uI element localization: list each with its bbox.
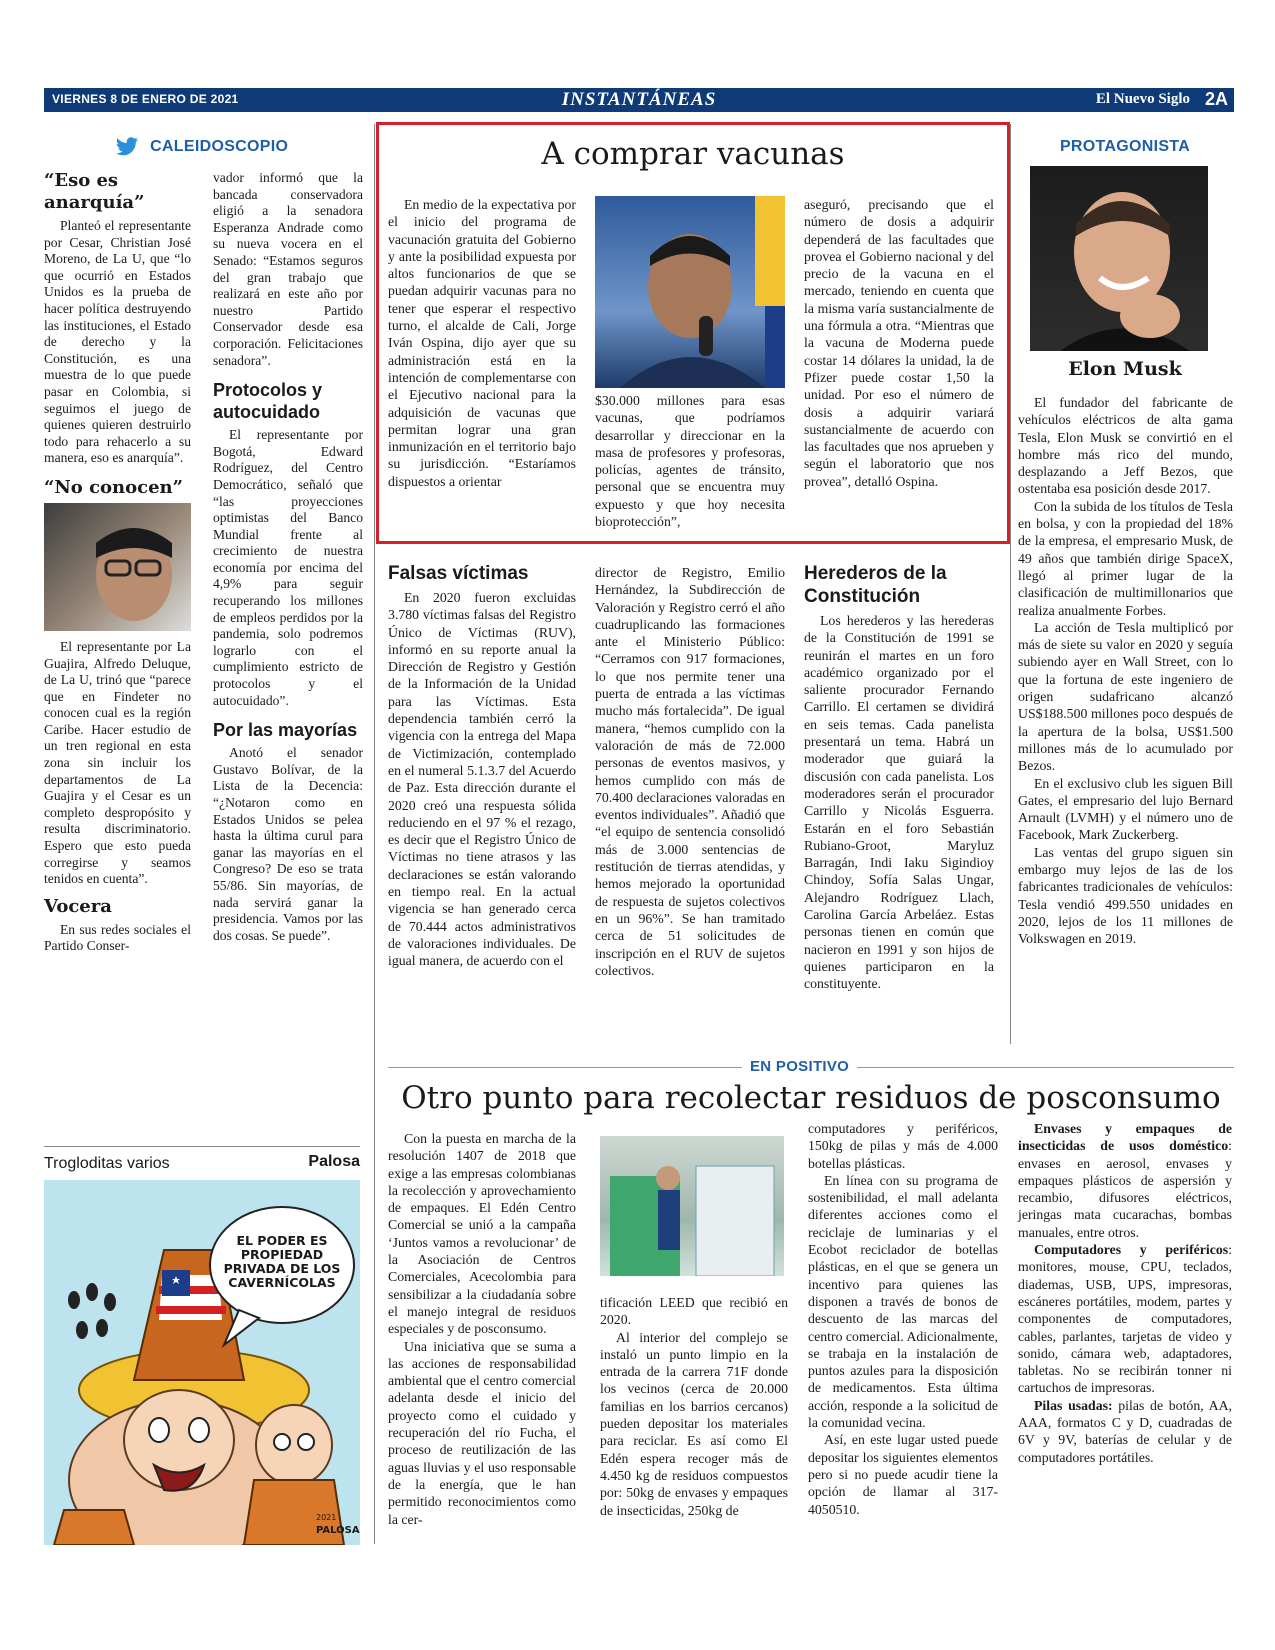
elon-musk-photo bbox=[1030, 166, 1208, 351]
paragraph: El representante por Bogotá, Edward Rodríguez, del Centro Democrático, señaló que “las proyecciones optimistas del Banco Mundial frente al crecimiento de nuestra economía por encima del 4,9% para seguir recuperando los millones de empleos perdidos por la pandemia, solo podremos lograrlo con el cumplimiento estricto de protocolos y el autocuidado”. bbox=[213, 427, 363, 708]
positivo-col1 bbox=[388, 1130, 576, 1528]
cartoon-header bbox=[44, 1146, 360, 1173]
paragraph: Los herederos y las herederas de la Constitución de 1991 se reunirán el martes en un foro académico organizado por el saliente procurador Fernando Carrillo. El certamen se dividirá en seis temas. Cada panelista presentará un tema. Habrá un moderador que guiará la discusión con cada panelista. Los moderadores serán el procurador Carrillo y Nicolás Esguerra. Estarán en el foro Sebastián Rubiano-Groot, Maryluz Barragán, Indi Iaku Sigindioy Chindoy, Sofía Salas Ungar, Alejandro Rodríguez Llach, Carolina García Arbeláez. Estas personas tienen en común que nacieron en 1991 y son hijos de quienes participaron en la constituyente. bbox=[804, 613, 994, 992]
divider bbox=[44, 1146, 360, 1147]
paragraph: En el exclusivo club les siguen Bill Gates, el empresario del lujo Bernard Arnault (LVMH) y el número uno de Facebook, Mark Zuckerberg. bbox=[1018, 775, 1233, 843]
paragraph: Anotó el senador Gustavo Bolívar, de la Lista de la Decencia: “¿Notaron como en Estados Unidos se pelea hasta la última curul para ganar las mayorías en el Congreso? De eso se trata 55/86. Sin mayorías, de nada servirá ganar la presidencia. Vamos por las dos cosas. Se puede”. bbox=[213, 745, 363, 943]
paragraph: El fundador del fabricante de vehículos eléctricos de alta gama Tesla, Elon Musk se convirtió en el hombre más rico del mundo, desplazando a Jeff Bezos, que ostentaba esa posición desde 2017. bbox=[1018, 395, 1233, 497]
vacunas-col2 bbox=[595, 392, 785, 530]
protagonista-body bbox=[1018, 394, 1233, 948]
en-positivo-kicker bbox=[742, 1056, 857, 1075]
column-divider bbox=[374, 124, 375, 1544]
cartoon-author: Palosa bbox=[308, 1153, 360, 1170]
headline-eso-es-anarquia: “Eso es anarquía” bbox=[44, 170, 145, 213]
paragraph: Con la puesta en marcha de la resolución 1407 de 2018 que exige a las empresas colombianas la recolección y aprovechamiento de empaques. El Edén Centro Comercial se unió a la campaña ‘Juntos vamos a revolucionar’ de la Asociación de Centros Comerciales, Acecolombia para sensibilizar a la ciudadanía sobre el manejo integral de residuos especiales y de posconsumo. bbox=[388, 1131, 576, 1337]
headline-protocolos: Protocolos y autocuidado bbox=[213, 380, 323, 423]
list-heading: Computadores y periféricos bbox=[1034, 1242, 1229, 1258]
portrait-placeholder bbox=[1030, 166, 1208, 351]
twitter-bird-icon bbox=[115, 137, 139, 157]
headline-no-conocen: “No conocen” bbox=[44, 476, 183, 498]
headline-vocera: Vocera bbox=[44, 895, 112, 917]
issue-date: VIERNES 8 DE ENERO DE 2021 bbox=[52, 92, 239, 106]
paragraph: director de Registro, Emilio Hernández, la Subdirección de Valoración y Registro cerró el año cuadruplicando las formaciones ante el Ministerio Público: “Cerramos con 917 formaciones, lo que nos permite tener una puerta de entrada a las víctimas mucho más fortalecida”. De igual manera, “hemos cumplido con la valoración de más de 72.000 personas de eventos masivos, y hemos cumplido con más de 70.400 declaraciones valoradas en eventos individuales”. Añadió que “el equipo de sentencia consolidó más de 3.000 sentencias de restitución de tierras atendidas, y hemos mejorado la oportunidad de respuesta de sujetos colectivos en un 96%”. Se han tramitado cerca de 51 solicitudes de inscripción en el RUV de sujetos colectivos. bbox=[595, 565, 785, 978]
portrait-placeholder bbox=[595, 196, 785, 388]
paragraph: En 2020 fueron excluidas 3.780 víctimas falsas del Registro Único de Víctimas (RUV), informó en su reporte anual la Dirección de Registro y Gestión de la Información de la Unidad para las Víctimas. Esta dependencia también cerró la vigencia con la entrega del Mapa de Victimización, contemplado en el numeral 5.1.3.7 del Acuerdo de Paz. Esta dirección durante el 2020 creó una respuesta sólida reduciendo en el 97 % el rezago, es decir que el Registro Único de Víctimas no tiene atrasos y las declaraciones se están valorando en tiempo real. En la actual vigencia se han generado cerca de 70.444 actos administrativos de valoraciones individuales. De igual manera, de acuerdo con el bbox=[388, 590, 576, 969]
paragraph: La acción de Tesla multiplicó por más de siete su valor en 2020 y seguía subiendo ayer en Wall Street, con lo que la fortuna de este ingeniero de origen sudafricano alcanzó US$188.500 millones poco después de la apertura de la bolsa, US$1.500 millones más de lo acumulado por Bezos. bbox=[1018, 619, 1233, 774]
paragraph: Así, en este lugar usted puede depositar los siguientes elementos pero si no puede acudir tiene la opción de llamar al 317- 4050510. bbox=[808, 1432, 998, 1517]
headline-por-las-mayorias: Por las mayorías bbox=[213, 720, 358, 741]
kicker-label: PROTAGONISTA bbox=[1059, 138, 1191, 155]
positivo-col3 bbox=[808, 1120, 998, 1518]
cartoon-title: Trogloditas varios bbox=[44, 1155, 170, 1172]
vacunas-col1 bbox=[388, 196, 576, 490]
paragraph: aseguró, precisando que el número de dosis a adquirir dependerá de las facultades que provea el Gobierno nacional y del precio de la vacuna en el mercado, teniendo en cuenta que la misma varía sustancialmente de una fórmula a otra. “Mientras que la vacuna de Moderna puede costar 14 dólares la unidad, la de Pfizer puede costar 1,50 la unidad. Por eso el número de dosis a adquirir variará sustancialmente de acuerdo con las facultades que nos aprueben y según el laboratorio que nos provea”, detalló Ospina. bbox=[804, 197, 994, 489]
paragraph: Con la subida de los títulos de Tesla en bolsa, y con la propiedad del 18% de la empresa, el empresario Musk, de 49 años que también dirige SpaceX, llegó al primer lugar de la clasificación de multimillonarios que realiza anualmente Forbes. bbox=[1018, 498, 1233, 618]
paragraph: En medio de la expectativa por el inicio del programa de vacunación gratuita del Gobierno y ante la posibilidad expuesta por altos funcionarios de que se puedan adquirir vacunas para no tener que esperar el respectivo turno, el alcalde de Cali, Jorge Iván Ospina, dijo ayer que su administración está en la intención de complementarse con el Ejecutivo nacional para la adquisición de vacunas que permitan lograr una gran inmunización en el territorio bajo su jurisdicción. “Estaríamos dispuestos a orientar bbox=[388, 197, 576, 489]
paragraph: computadores y periféricos, 150kg de pilas y más de 4.000 botellas plásticas. bbox=[808, 1121, 998, 1171]
caleidoscopio-col2 bbox=[213, 170, 363, 944]
positivo-col2 bbox=[600, 1294, 788, 1519]
page-header-bar bbox=[44, 88, 1234, 112]
caleidoscopio-col1 bbox=[44, 170, 191, 955]
vacunas-headline: A comprar vacunas bbox=[541, 136, 845, 172]
speech-bubble-text: EL PODER ES PROPIEDAD PRIVADA DE LOS CAVERNÍCOLAS bbox=[223, 1233, 341, 1290]
headline-falsas-victimas: Falsas víctimas bbox=[388, 563, 529, 584]
protagonista-name: Elon Musk bbox=[1068, 358, 1182, 380]
photo-placeholder bbox=[600, 1136, 784, 1276]
cartoon-signature: PALOSA bbox=[316, 1525, 360, 1536]
paragraph: Al interior del complejo se instaló un punto limpio en la entrada de la carrera 71F donde los vecinos (cerca de 20.000 familias en los barrios cercanos) pueden depositar los materiales para reciclar. Es así como El Edén espera recoger más de 4.450 kg de residuos compuestos por: 50kg de envases y empaques de insecticidas, 250kg de bbox=[600, 1329, 788, 1518]
cartoon-drawing bbox=[44, 1180, 360, 1545]
list-text: pilas de botón, AA, AAA, formatos C y D, cuadradas de 6V y 9V, baterías de celular y de computadores portátiles. bbox=[1018, 1397, 1232, 1465]
paragraph: En sus redes sociales el Partido Conser- bbox=[44, 921, 191, 954]
paragraph: $30.000 millones para esas vacunas, que podríamos desarrollar y direccionar en la masa de profesores y profesoras, policías, agentes de tránsito, personal que se encuentra muy expuesto y que hoy necesita bioprotección”, bbox=[595, 393, 785, 530]
newspaper-name: El Nuevo Siglo bbox=[1095, 91, 1190, 107]
list-text: : monitores, mouse, CPU, teclados, diademas, USB, UPS, impresoras, escáneres portátiles, modem, partes y componentes de computadores, cables, parlantes, tarjetas de video y sonido, cámara web, adaptadores, tabletas. No se recibirán tonner ni cartuchos de impresoras. bbox=[1018, 1242, 1232, 1396]
caleidoscopio-kicker bbox=[115, 136, 288, 157]
list-heading: Envases y empaques de insecticidas de usos doméstico bbox=[1018, 1121, 1232, 1154]
kicker-label: EN POSITIVO bbox=[750, 1058, 850, 1075]
herederos-col bbox=[804, 562, 994, 993]
deluque-photo bbox=[44, 503, 191, 631]
paragraph: vador informó que la bancada conservadora eligió a la senadora Esperanza Andrade como su nueva vocera en el Senado: “Estamos seguros del gran trabajo que realizará en este año por nuestro Partido Conservador desde esa corporación. Felicitaciones senadora”. bbox=[213, 170, 363, 368]
list-text: : envases en aerosol, envases y empaques plásticos de aspersión y recambio, difusores eléctricos, jeringas mata cucarachas, bombas manuales, entre otros. bbox=[1018, 1138, 1232, 1240]
victimas-col1 bbox=[388, 562, 576, 970]
victimas-col2 bbox=[595, 564, 785, 979]
ospina-photo bbox=[595, 196, 785, 388]
positivo-col4 bbox=[1018, 1120, 1232, 1466]
page-number: 2A bbox=[1204, 89, 1228, 109]
punto-limpio-photo bbox=[600, 1136, 784, 1276]
headline-herederos: Herederos de la Constitución bbox=[804, 563, 947, 607]
protagonista-kicker bbox=[1016, 136, 1234, 156]
paragraph: Las ventas del grupo siguen sin embargo muy lejos de las de los fabricantes tradicionales de vehículos: Tesla vendió 499.550 unidades en 2020, lejos de los 11 millones de Volkswagen en 2019. bbox=[1018, 844, 1233, 947]
cartoon-year: 2021 bbox=[316, 1513, 337, 1522]
portrait-placeholder bbox=[44, 503, 191, 631]
kicker-label: CALEIDOSCOPIO bbox=[150, 137, 289, 155]
paragraph: En línea con su programa de sostenibilidad, el mall adelanta diferentes acciones como el reciclaje de luminarias y el Ecobot reciclador de botellas plásticas, en el que se genera un incentivo para quienes las disponen a través de bonos de descuento de las marcas del centro comercial. Adicionalmente, se trabaja en la instalación de puntos azules para la disposición de medicamentos. Esta última acción, responde a la solicitud de la comunidad vecina. bbox=[808, 1172, 999, 1431]
paragraph: Una iniciativa que se suma a las acciones de responsabilidad ambiental que el centro comercial adelanta desde el inicio del proyecto como el cuidado y recuperación del río Fucha, el proceso de reutilización de las aguas lluvias y el uso responsable de la energía, que le han permitido reconocimientos como la cer- bbox=[388, 1338, 576, 1527]
paragraph: Planteó el representante por Cesar, Christian José Moreno, de La U, que “lo que ocurrió en Estados Unidos es la prueba de hacer política destruyendo las instituciones, el Estado de derecho y la Constitución, es una muestra de lo que puede pasar en Colombia, si seguimos el juego de quienes quieren destruirlo todo para rehacerlo a su manera, eso es anarquía”. bbox=[44, 218, 191, 466]
list-heading: Pilas usadas: bbox=[1034, 1397, 1113, 1413]
paragraph: tificación LEED que recibió en 2020. bbox=[600, 1295, 788, 1328]
vacunas-col3 bbox=[804, 196, 994, 490]
positivo-headline: Otro punto para recolectar residuos de posconsumo bbox=[401, 1080, 1221, 1116]
column-divider bbox=[1010, 124, 1011, 1044]
paragraph: El representante por La Guajira, Alfredo Deluque, de La U, trinó que “parece que en Findeter no conocen cual es la región Caribe. Hacer estudio de un tren regional en esta zona sin incluir los departamentos de La Guajira y el Cesar es un completo despropósito y resulta discriminatorio. Espero que esto pueda corregirse y seamos tenidos en cuenta”. bbox=[44, 638, 191, 887]
section-title: INSTANTÁNEAS bbox=[561, 89, 717, 110]
